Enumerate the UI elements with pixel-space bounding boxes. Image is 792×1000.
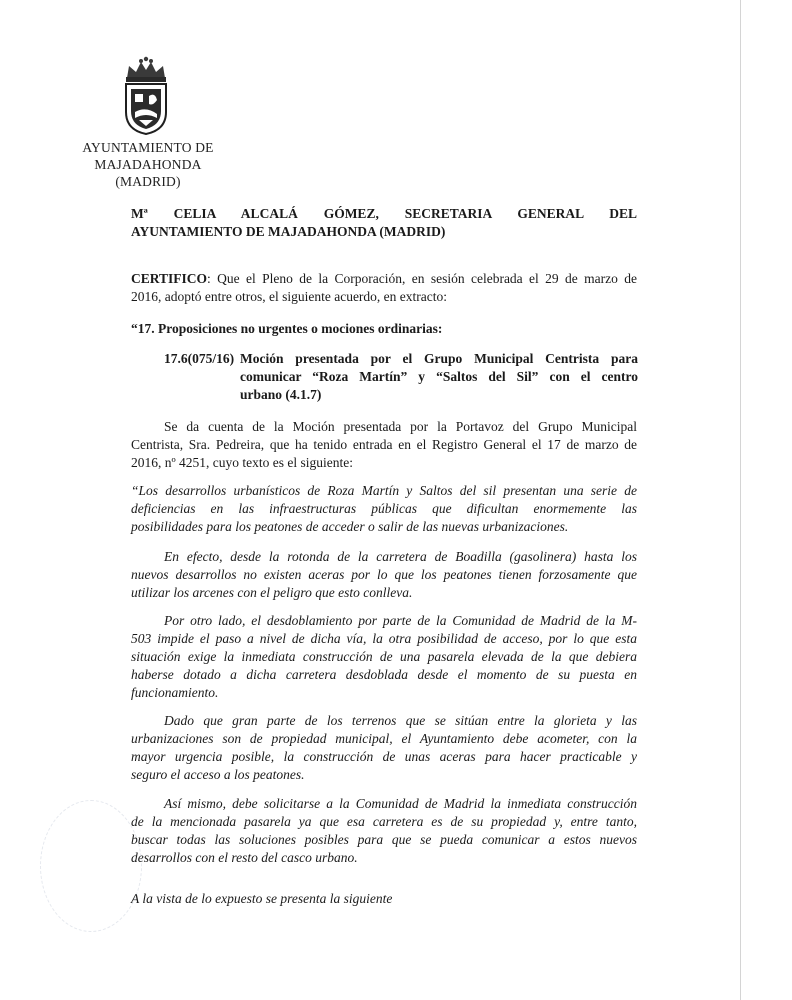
issuer-line: MAJADAHONDA xyxy=(94,157,202,172)
quote-line: mayor urgencia posible, la construcción de unas aceras para hacer practicable y xyxy=(131,749,637,764)
certification-label: CERTIFICO xyxy=(131,271,208,286)
quote-paragraph xyxy=(131,712,637,784)
quote-line: seguro el acceso a los peatones. xyxy=(131,767,305,782)
issuer-line: AYUNTAMIENTO DE xyxy=(82,140,214,155)
section-title: “17. Proposiciones no urgentes o mociones ordinarias: xyxy=(131,321,443,336)
quote-line: 503 impide el paso a nivel de dicha vía, la otra posibilidad de acceso, por lo que esta xyxy=(131,631,637,646)
page-edge-divider xyxy=(740,0,741,1000)
quote-line: deficiencias en las infraestructuras públicas que dificultan enormemente las xyxy=(131,501,637,516)
quote-line: Así mismo, debe solicitarse a la Comunidad de Madrid la inmediata construcción xyxy=(164,796,637,811)
motion-heading xyxy=(164,350,638,404)
quote-line: funcionamiento. xyxy=(131,685,219,700)
certificate-heading xyxy=(131,205,637,241)
quote-line: Por otro lado, el desdoblamiento por parte de la Comunidad de Madrid de la M- xyxy=(164,613,637,628)
quote-line: En efecto, desde la rotonda de la carretera de Boadilla (gasolinera) hasta los xyxy=(164,549,637,564)
quote-line: nuevos desarrollos no existen aceras por lo que los peatones tienen forzosamente que xyxy=(131,567,637,582)
quote-paragraph xyxy=(131,795,637,867)
quote-paragraph xyxy=(131,548,637,602)
faded-seal-icon xyxy=(40,800,142,932)
certification-paragraph xyxy=(131,270,637,306)
motion-title-line: comunicar “Roza Martín” y “Saltos del Sil” con el centro xyxy=(240,369,638,384)
quote-line: Dado que gran parte de los terrenos que se sitúan entre la glorieta y las xyxy=(164,713,637,728)
certification-text: : Que el Pleno de la Corporación, en sesión celebrada el 29 de marzo de xyxy=(207,271,637,286)
motion-title-line: urbano (4.1.7) xyxy=(240,387,322,402)
quote-paragraph xyxy=(131,482,637,536)
motion-title-line: Moción presentada por el Grupo Municipal Centrista para xyxy=(240,351,638,366)
quote-line: de la mencionada pasarela ya que esa carretera es de su propiedad y, entre tanto, xyxy=(131,814,637,829)
certification-line: 2016, adoptó entre otros, el siguiente acuerdo, en extracto: xyxy=(131,289,448,304)
intro-line: Centrista, Sra. Pedreira, que ha tenido entrada en el Registro General el 17 de marzo de xyxy=(131,437,637,452)
heading-line: AYUNTAMIENTO DE MAJADAHONDA (MADRID) xyxy=(131,224,446,239)
quote-line: buscar todas las soluciones posibles para que se pueda comunicar a estos nuevos xyxy=(131,832,637,847)
certification-line xyxy=(131,270,637,288)
quote-line: utilizar los arcenes con el peligro que esto conlleva. xyxy=(131,585,413,600)
issuer-line: (MADRID) xyxy=(115,174,181,189)
quote-line: urbanizaciones son de propiedad municipal, el Ayuntamiento debe acometer, con la xyxy=(131,731,637,746)
closing-line: A la vista de lo expuesto se presenta la siguiente xyxy=(131,891,393,906)
quote-line: haberse dotado a dicha carretera desdoblada desde el momento de su puesta en xyxy=(131,667,637,682)
intro-line: 2016, nº 4251, cuyo texto es el siguiente: xyxy=(131,455,354,470)
quote-paragraph xyxy=(131,612,637,702)
motion-title xyxy=(240,350,638,404)
coat-of-arms-icon xyxy=(117,56,175,136)
intro-line: Se da cuenta de la Moción presentada por la Portavoz del Grupo Municipal xyxy=(164,419,637,434)
quote-line: desarrollos con el resto del casco urbano. xyxy=(131,850,358,865)
quote-line: posibilidades para los peatones de acceder o salir de las nuevas urbanizaciones. xyxy=(131,519,569,534)
heading-line: Mª CELIA ALCALÁ GÓMEZ, SECRETARIA GENERAL DEL xyxy=(131,206,637,221)
issuer-block xyxy=(78,139,218,190)
motion-number: 17.6(075/16) xyxy=(164,351,235,366)
quote-line: situación exige la inmediata construcción de una pasarela elevada de la que debiera xyxy=(131,649,637,664)
intro-paragraph xyxy=(131,418,637,472)
quote-line: “Los desarrollos urbanísticos de Roza Martín y Saltos del sil presentan una serie de xyxy=(131,483,637,498)
